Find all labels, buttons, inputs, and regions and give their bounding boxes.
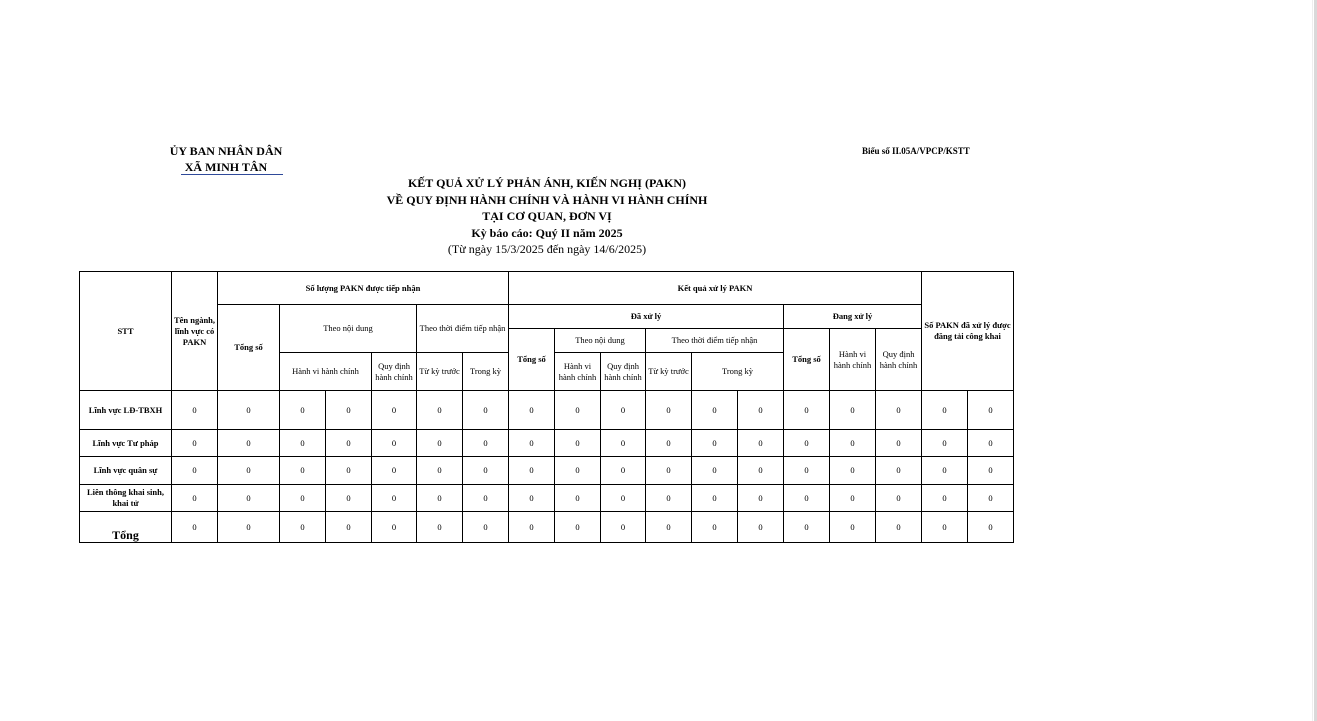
row-label: Liên thông khai sinh, khai tử xyxy=(80,485,172,512)
row-label: Lĩnh vực LĐ-TBXH xyxy=(80,391,172,430)
table-cell: 0 xyxy=(372,485,417,512)
table-cell: 0 xyxy=(876,391,922,430)
header-p-by-content: Theo nội dung xyxy=(555,329,646,353)
table-cell: 0 xyxy=(509,512,555,543)
page-edge xyxy=(1312,0,1313,721)
table-cell: 0 xyxy=(738,485,784,512)
header-q-admin-regulation: Quy định hành chính xyxy=(876,329,922,391)
row-label: Lĩnh vực Tư pháp xyxy=(80,430,172,457)
table-cell: 0 xyxy=(968,391,1014,430)
table-cell: 0 xyxy=(218,430,280,457)
table-cell: 0 xyxy=(646,430,692,457)
header-processing: Đang xử lý xyxy=(784,305,922,329)
table-cell: 0 xyxy=(922,457,968,485)
table-cell: 0 xyxy=(509,457,555,485)
table-cell: 0 xyxy=(968,485,1014,512)
table-cell: 0 xyxy=(326,391,372,430)
agency-name xyxy=(150,143,302,175)
header-by-content: Theo nội dung xyxy=(280,305,417,353)
report-table xyxy=(79,271,1014,543)
table-cell: 0 xyxy=(280,430,326,457)
row-label: Lĩnh vực quân sự xyxy=(80,457,172,485)
table-cell: 0 xyxy=(692,485,738,512)
header-p-in-period: Trong kỳ xyxy=(692,353,784,391)
table-cell: 0 xyxy=(784,512,830,543)
agency-underline xyxy=(181,174,283,175)
header-prev-period: Từ kỳ trước xyxy=(417,353,463,391)
title-date-range: (Từ ngày 15/3/2025 đến ngày 14/6/2025) xyxy=(447,242,647,256)
table-cell: 0 xyxy=(601,512,646,543)
table-cell: 0 xyxy=(326,430,372,457)
table-cell: 0 xyxy=(463,457,509,485)
table-cell: 0 xyxy=(692,430,738,457)
title-line3: TẠI CƠ QUAN, ĐƠN VỊ xyxy=(482,209,612,223)
table-cell: 0 xyxy=(555,512,601,543)
table-cell: 0 xyxy=(509,430,555,457)
form-code: Biểu số II.05A/VPCP/KSTT xyxy=(862,146,970,156)
table-cell: 0 xyxy=(555,485,601,512)
table-row xyxy=(80,391,1014,430)
table-cell: 0 xyxy=(509,485,555,512)
table-cell: 0 xyxy=(922,391,968,430)
table-cell: 0 xyxy=(738,430,784,457)
header-q-admin-behavior: Hành vi hành chính xyxy=(830,329,876,391)
table-cell: 0 xyxy=(830,485,876,512)
table-cell: 0 xyxy=(463,485,509,512)
table-cell: 0 xyxy=(555,430,601,457)
table-cell: 0 xyxy=(784,430,830,457)
table-cell: 0 xyxy=(463,512,509,543)
header-processing-total: Tổng số xyxy=(784,329,830,391)
table-cell: 0 xyxy=(692,512,738,543)
table-cell: 0 xyxy=(692,391,738,430)
header-received: Số lượng PAKN được tiếp nhận xyxy=(218,272,509,305)
table-cell: 0 xyxy=(601,485,646,512)
table-cell: 0 xyxy=(326,457,372,485)
table-cell: 0 xyxy=(601,391,646,430)
header-processed: Đã xử lý xyxy=(509,305,784,329)
table-cell: 0 xyxy=(218,391,280,430)
table-cell: 0 xyxy=(172,485,218,512)
table-cell: 0 xyxy=(738,457,784,485)
agency-line2: XÃ MINH TÂN xyxy=(184,160,268,174)
table-cell: 0 xyxy=(218,512,280,543)
table-cell: 0 xyxy=(922,430,968,457)
table-cell: 0 xyxy=(509,391,555,430)
table-cell: 0 xyxy=(968,512,1014,543)
title-period: Kỳ báo cáo: Quý II năm 2025 xyxy=(471,225,623,240)
table-cell: 0 xyxy=(372,457,417,485)
table-cell: 0 xyxy=(830,430,876,457)
table-cell: 0 xyxy=(784,457,830,485)
table-cell: 0 xyxy=(738,391,784,430)
table-cell: 0 xyxy=(968,430,1014,457)
table-cell: 0 xyxy=(646,512,692,543)
table-cell: 0 xyxy=(922,485,968,512)
table-cell: 0 xyxy=(876,512,922,543)
header-stt: STT xyxy=(80,272,172,391)
table-cell: 0 xyxy=(372,430,417,457)
title-line2: VỀ QUY ĐỊNH HÀNH CHÍNH VÀ HÀNH VI HÀNH CHÍNH xyxy=(386,192,708,207)
table-row xyxy=(80,512,1014,543)
header-p-by-time: Theo thời điểm tiếp nhận xyxy=(646,329,784,353)
table-row xyxy=(80,430,1014,457)
table-cell: 0 xyxy=(417,457,463,485)
header-processed-total: Tổng số xyxy=(509,329,555,391)
agency-line1: ỦY BAN NHÂN DÂN xyxy=(169,144,283,158)
table-cell: 0 xyxy=(280,457,326,485)
table-cell: 0 xyxy=(876,485,922,512)
header-p-admin-regulation: Quy định hành chính xyxy=(601,353,646,391)
table-cell: 0 xyxy=(830,457,876,485)
table-cell: 0 xyxy=(555,391,601,430)
table-cell: 0 xyxy=(555,457,601,485)
table-cell: 0 xyxy=(738,512,784,543)
table-cell: 0 xyxy=(601,430,646,457)
table-cell: 0 xyxy=(784,485,830,512)
table-cell: 0 xyxy=(218,457,280,485)
header-in-period: Trong kỳ xyxy=(463,353,509,391)
header-received-total: Tổng số xyxy=(218,305,280,391)
table-cell: 0 xyxy=(692,457,738,485)
table-cell: 0 xyxy=(172,512,218,543)
table-cell: 0 xyxy=(830,391,876,430)
header-by-time: Theo thời điểm tiếp nhận xyxy=(417,305,509,353)
table-cell: 0 xyxy=(326,485,372,512)
table-cell: 0 xyxy=(646,391,692,430)
table-cell: 0 xyxy=(968,457,1014,485)
table-cell: 0 xyxy=(646,457,692,485)
header-published: Số PAKN đã xử lý được đăng tải công khai xyxy=(922,272,1014,391)
table-cell: 0 xyxy=(372,391,417,430)
header-result: Kết quả xử lý PAKN xyxy=(509,272,922,305)
table-cell: 0 xyxy=(876,430,922,457)
table-row xyxy=(80,457,1014,485)
table-cell: 0 xyxy=(280,512,326,543)
table-cell: 0 xyxy=(280,391,326,430)
table-cell: 0 xyxy=(601,457,646,485)
table-cell: 0 xyxy=(463,430,509,457)
table-cell: 0 xyxy=(280,485,326,512)
header-sector: Tên ngành, lĩnh vực có PAKN xyxy=(172,272,218,391)
table-cell: 0 xyxy=(922,512,968,543)
header-p-admin-behavior: Hành vi hành chính xyxy=(555,353,601,391)
header-admin-behavior: Hành vi hành chính xyxy=(280,353,372,391)
table-cell: 0 xyxy=(417,391,463,430)
table-cell: 0 xyxy=(326,512,372,543)
table-cell: 0 xyxy=(830,512,876,543)
table-cell: 0 xyxy=(218,485,280,512)
table-cell: 0 xyxy=(417,512,463,543)
row-label: Tổng xyxy=(80,512,172,543)
table-cell: 0 xyxy=(372,512,417,543)
table-cell: 0 xyxy=(417,485,463,512)
table-cell: 0 xyxy=(172,391,218,430)
report-title xyxy=(347,175,747,258)
title-line1: KẾT QUẢ XỬ LÝ PHẢN ÁNH, KIẾN NGHỊ (PAKN) xyxy=(407,176,687,190)
table-cell: 0 xyxy=(784,391,830,430)
table-cell: 0 xyxy=(172,457,218,485)
table-cell: 0 xyxy=(646,485,692,512)
header-admin-regulation: Quy định hành chính xyxy=(372,353,417,391)
table-row xyxy=(80,485,1014,512)
table-cell: 0 xyxy=(172,430,218,457)
table-cell: 0 xyxy=(463,391,509,430)
table-cell: 0 xyxy=(876,457,922,485)
table-cell: 0 xyxy=(417,430,463,457)
header-p-prev-period: Từ kỳ trước xyxy=(646,353,692,391)
